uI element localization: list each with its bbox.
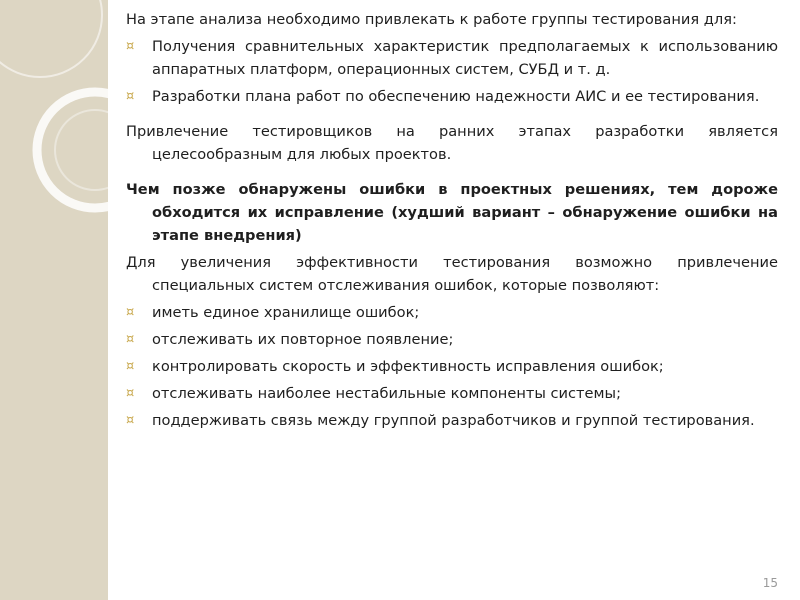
bullet-icon: ¤ — [126, 413, 135, 428]
list-item — [126, 409, 778, 432]
list-item-text: Получения сравнительных характеристик предполагаемых к использованию аппаратных платформ, операционных систем, СУБД и т. д. — [152, 38, 778, 78]
decorative-side-band — [0, 0, 108, 600]
tracking-systems-paragraph: Для увеличения эффективности тестирования возможно привлечение специальных систем отслеживания ошибок, которые позволяют: — [126, 254, 778, 294]
bullet-icon: ¤ — [126, 39, 135, 54]
list-item-text: поддерживать связь между группой разработчиков и группой тестирования. — [152, 412, 755, 429]
list-item — [126, 355, 778, 378]
list-item-text: Разработки плана работ по обеспечению надежности АИС и ее тестирования. — [152, 88, 760, 105]
list-item — [126, 328, 778, 351]
list-item — [126, 85, 778, 108]
bullet-icon: ¤ — [126, 359, 135, 374]
list-item — [126, 382, 778, 405]
bullet-icon: ¤ — [126, 305, 135, 320]
list-item — [126, 301, 778, 324]
list-item-text: отслеживать их повторное появление; — [152, 331, 454, 348]
intro-paragraph: На этапе анализа необходимо привлекать к работе группы тестирования для: — [126, 11, 737, 28]
bullet-icon: ¤ — [126, 332, 135, 347]
decorative-circles — [0, 0, 108, 600]
slide-content — [126, 8, 778, 436]
bullet-icon: ¤ — [126, 386, 135, 401]
bullet-icon: ¤ — [126, 89, 135, 104]
page-number: 15 — [762, 576, 778, 590]
list-item — [126, 35, 778, 81]
list-item-text: отслеживать наиболее нестабильные компоненты системы; — [152, 385, 621, 402]
error-cost-paragraph: Чем позже обнаружены ошибки в проектных решениях, тем дороже обходится их исправление (худший вариант – обнаружение ошибки на этапе внедрения) — [126, 181, 778, 244]
list-item-text: контролировать скорость и эффективность исправления ошибок; — [152, 358, 664, 375]
list-item-text: иметь единое хранилище ошибок; — [152, 304, 420, 321]
early-testers-paragraph: Привлечение тестировщиков на ранних этапах разработки является целесообразным для любых проектов. — [126, 123, 778, 163]
